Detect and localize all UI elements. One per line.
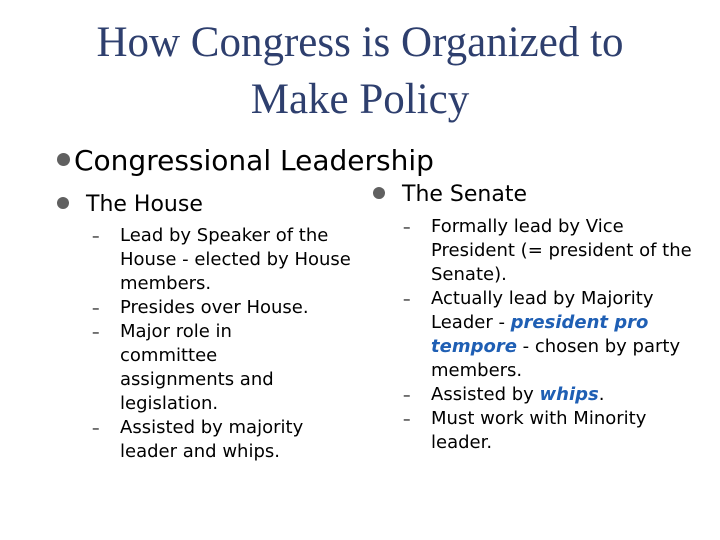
list-item-text: - chosen by party members. [431,336,681,381]
house-heading [57,192,203,218]
list-item-text: Actually lead by Majority Leader - [431,288,654,333]
list-item [403,407,691,455]
list-item [92,296,354,320]
dash-icon: – [92,323,100,341]
senate-heading-label: The Senate [402,182,527,207]
list-item [92,320,325,416]
slide-title-line-1: How Congress is Organized to [96,19,624,66]
list-item [92,224,354,296]
list-item-text: Major role in committee assignments and legislation. [120,321,274,414]
list-item [403,215,693,287]
house-heading-label: The House [86,192,203,217]
slide-title-line-2: Make Policy [250,76,470,123]
senate-heading [373,182,527,208]
list-item [403,383,693,407]
list-item-text: Formally lead by Vice President (= president of the Senate). [431,216,692,285]
senate-list [403,215,693,455]
list-item-text: Assisted by majority leader and whips. [120,417,304,462]
bullet-dot-icon [373,187,385,199]
slide-title [40,14,680,128]
main-bullet [57,145,434,177]
dash-icon: – [403,410,411,428]
list-item [403,287,693,383]
list-item-text: Assisted by [431,384,540,405]
dash-icon: – [403,218,411,236]
emphasis-text: president pro tempore [431,312,649,357]
emphasis-text: whips [539,384,599,405]
dash-icon: – [403,386,411,404]
bullet-dot-icon [57,153,70,166]
house-list [92,224,354,464]
list-item-text: Must work with Minority leader. [431,408,647,453]
bullet-dot-icon [57,197,69,209]
dash-icon: – [92,227,100,245]
dash-icon: – [92,419,100,437]
list-item-text: Presides over House. [120,297,309,318]
list-item [92,416,360,464]
main-bullet-label: Congressional Leadership [74,144,434,177]
dash-icon: – [403,290,411,308]
dash-icon: – [92,299,100,317]
list-item-text: Lead by Speaker of the House - elected by House members. [120,225,351,294]
list-item-text: . [598,384,605,405]
